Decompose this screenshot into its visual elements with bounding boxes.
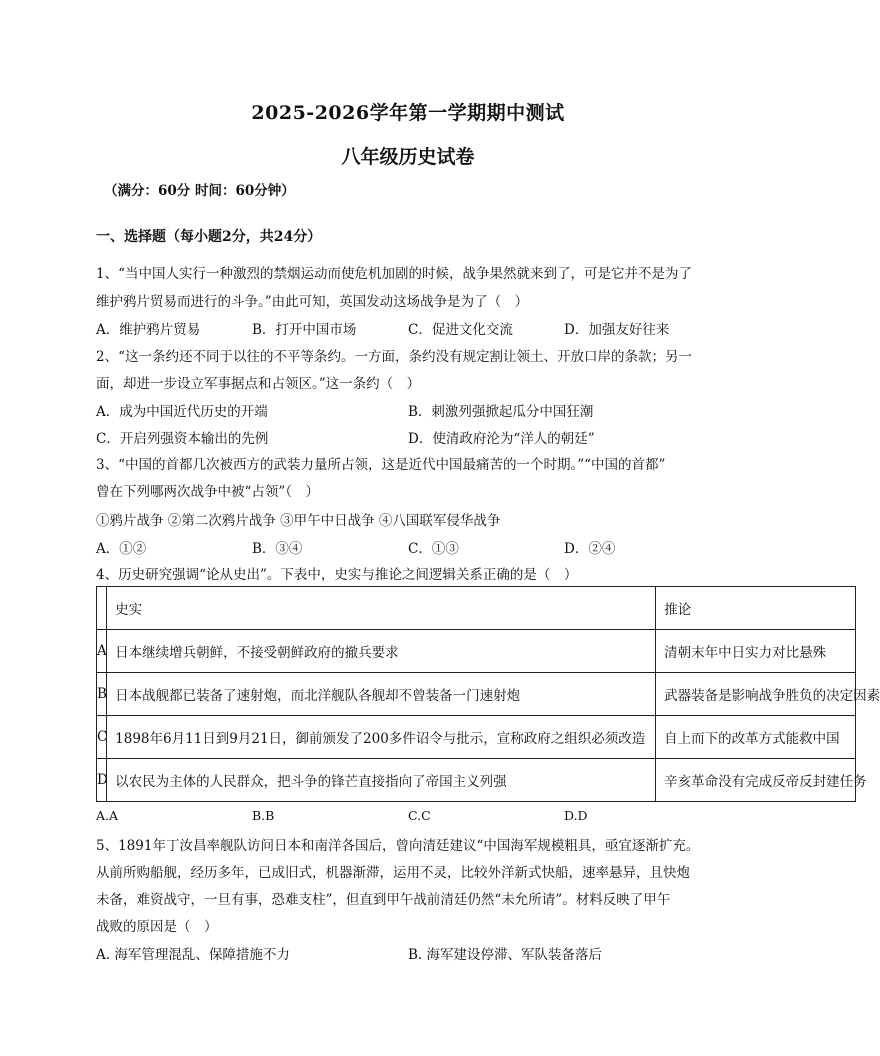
q4-option-a[interactable]: A.A [96, 808, 119, 823]
q3-option-d[interactable]: D．②④ [564, 541, 616, 557]
table-row [97, 673, 856, 716]
q4-row-c-fact: 1898年6月11日到9月21日，御前颁发了200多件诏令与批示，宣称政府之组织必须改造 [107, 716, 656, 759]
q1-option-c[interactable]: C．促进文化交流 [408, 322, 513, 338]
q4-row-d-inference: 辛亥革命没有完成反帝反封建任务 [656, 759, 856, 802]
q4-row-a-inference: 清朝末年中日实力对比悬殊 [656, 630, 856, 673]
q4-row-a-fact: 日本继续增兵朝鲜，不接受朝鲜政府的撤兵要求 [107, 630, 656, 673]
q2-option-c[interactable]: C．开启列强资本输出的先例 [96, 431, 269, 447]
q4-table-header-inference: 推论 [656, 587, 856, 630]
table-row [97, 759, 856, 802]
q5-option-b[interactable]: B. 海军建设停滞、军队装备落后 [408, 947, 603, 963]
q4-row-a-label: A [97, 630, 107, 673]
q3-option-b[interactable]: B．③④ [252, 541, 303, 557]
q4-stem: 4、历史研究强调“论从史出”。下表中，史实与推论之间逻辑关系正确的是（ ） [96, 567, 578, 583]
q4-option-b[interactable]: B.B [252, 808, 275, 823]
q2-line-2: 面，却进一步设立军事据点和占领区。”这一条约（ ） [96, 376, 421, 392]
q4-row-c-label: C [97, 716, 107, 759]
q4-table [96, 586, 880, 802]
table-row [97, 630, 856, 673]
q4-row-c-inference: 自上而下的改革方式能救中国 [656, 716, 856, 759]
q5-option-a[interactable]: A. 海军管理混乱、保障措施不力 [96, 947, 290, 963]
q4-row-d-label: D [97, 759, 107, 802]
q5-line-1: 5、1891年丁汝昌率舰队访问日本和南洋各国后，曾向清廷建议“中国海军规模粗具，亟宜逐渐扩充。 [96, 838, 700, 854]
q4-table-header-row [97, 587, 856, 630]
q5-line-4: 战败的原因是（ ） [96, 919, 218, 935]
table-row [97, 716, 856, 759]
q3-option-a[interactable]: A．①② [96, 541, 147, 557]
section-heading-choice: 一、选择题（每小题2分，共24分） [96, 229, 322, 245]
q4-table-header-blank [97, 587, 107, 630]
q4-row-d-fact: 以农民为主体的人民群众，把斗争的锋芒直接指向了帝国主义列强 [107, 759, 656, 802]
q2-option-b[interactable]: B．刺激列强掀起瓜分中国狂潮 [408, 404, 594, 420]
q1-option-b[interactable]: B．打开中国市场 [252, 322, 357, 338]
q5-line-2: 从前所购船舰，经历多年，已成旧式，机器渐滞，运用不灵，比较外洋新式快船，速率悬异，且快炮 [96, 865, 690, 881]
q1-line-1: 1、“当中国人实行一种激烈的禁烟运动而使危机加剧的时候，战争果然就来到了，可是它并不是为了 [96, 266, 692, 282]
q5-line-3: 未备，难资战守，一旦有事，恐难支柱”，但直到甲午战前清廷仍然“未允所请”。材料反映了甲午 [96, 892, 671, 908]
exam-score-time-note: （满分：60分 时间：60分钟） [104, 183, 295, 199]
q4-option-d[interactable]: D.D [564, 808, 588, 823]
q2-line-1: 2、“这一条约还不同于以往的不平等条约。一方面，条约没有规定割让领土、开放口岸的条款；另一 [96, 349, 692, 365]
q3-line-3: ①鸦片战争 ②第二次鸦片战争 ③甲午中日战争 ④八国联军侵华战争 [96, 513, 501, 529]
q4-table-header-fact: 史实 [107, 587, 656, 630]
q4-option-c[interactable]: C.C [408, 808, 431, 823]
q3-line-1: 3、“中国的首都几次被西方的武装力量所占领，这是近代中国最痛苦的一个时期。”“中国的首都” [96, 457, 666, 473]
exam-subtitle: 八年级历史试卷 [341, 146, 475, 168]
q3-option-c[interactable]: C．①③ [408, 541, 459, 557]
q2-option-d[interactable]: D．使清政府沦为“洋人的朝廷” [408, 431, 595, 447]
exam-title: 2025-2026学年第一学期期中测试 [251, 102, 565, 124]
q1-option-d[interactable]: D．加强友好往来 [564, 322, 670, 338]
q4-row-b-inference: 武器装备是影响战争胜负的决定因素 [656, 673, 856, 716]
q4-row-b-fact: 日本战舰都已装备了速射炮，而北洋舰队各舰却不曾装备一门速射炮 [107, 673, 656, 716]
q1-line-2: 维护鸦片贸易而进行的斗争。”由此可知，英国发动这场战争是为了（ ） [96, 294, 529, 310]
q3-line-2: 曾在下列哪两次战争中被“占领”（ ） [96, 484, 320, 500]
q2-option-a[interactable]: A．成为中国近代历史的开端 [96, 404, 268, 420]
q4-row-b-label: B [97, 673, 107, 716]
q1-option-a[interactable]: A．维护鸦片贸易 [96, 322, 201, 338]
